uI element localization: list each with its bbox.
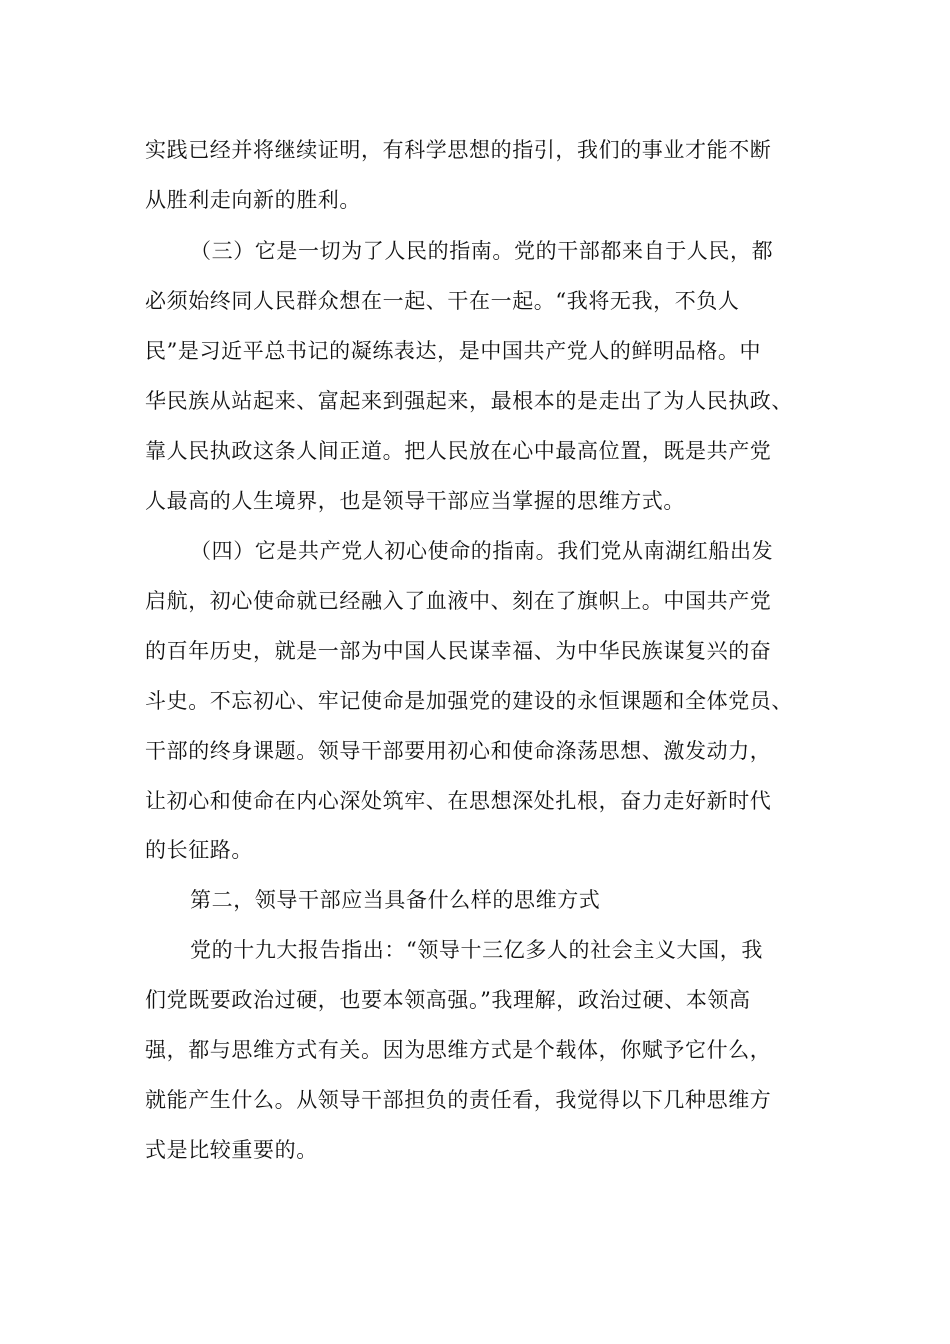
text-line: 强，都与思维方式有关。因为思维方式是个载体，你赋予它什么， <box>145 1038 772 1062</box>
text-line: 式是比较重要的。 <box>145 1138 318 1162</box>
text-line: 从胜利走向新的胜利。 <box>145 188 361 212</box>
text-line: 民”是习近平总书记的凝练表达，是中国共产党人的鲜明品格。中 <box>145 339 762 363</box>
text-line: 斗史。不忘初心、牢记使命是加强党的建设的永恒课题和全体党员、 <box>145 689 793 713</box>
text-line: 华民族从站起来、富起来到强起来，最根本的是走出了为人民执政、 <box>145 389 793 413</box>
text-line: 的长征路。 <box>145 838 253 862</box>
text-line: 党的十九大报告指出：“领导十三亿多人的社会主义大国，我 <box>190 938 763 962</box>
paragraph-heading-3: （三）它是一切为了人民的指南。党的干部都来自于人民，都 <box>190 239 774 263</box>
text-line: 让初心和使命在内心深处筑牢、在思想深处扎根，奋力走好新时代 <box>145 789 772 813</box>
text-line: 必须始终同人民群众想在一起、干在一起。“我将无我，不负人 <box>145 289 740 313</box>
text-line: 们党既要政治过硬，也要本领高强。”我理解，政治过硬、本领高 <box>145 988 751 1012</box>
text-line: 干部的终身课题。领导干部要用初心和使命涤荡思想、激发动力， <box>145 739 772 763</box>
text-line: 的百年历史，就是一部为中国人民谋幸福、为中华民族谋复兴的奋 <box>145 639 772 663</box>
text-line: 靠人民执政这条人间正道。把人民放在心中最高位置，既是共产党 <box>145 439 772 463</box>
text-line: 实践已经并将继续证明，有科学思想的指引，我们的事业才能不断 <box>145 138 772 162</box>
text-line: 就能产生什么。从领导干部担负的责任看，我觉得以下几种思维方 <box>145 1088 772 1112</box>
text-line: 人最高的人生境界，也是领导干部应当掌握的思维方式。 <box>145 489 685 513</box>
text-line: 启航，初心使命就已经融入了血液中、刻在了旗帜上。中国共产党 <box>145 589 772 613</box>
paragraph-heading-4: （四）它是共产党人初心使命的指南。我们党从南湖红船出发 <box>190 539 774 563</box>
section-heading: 第二，领导干部应当具备什么样的思维方式 <box>190 888 601 912</box>
